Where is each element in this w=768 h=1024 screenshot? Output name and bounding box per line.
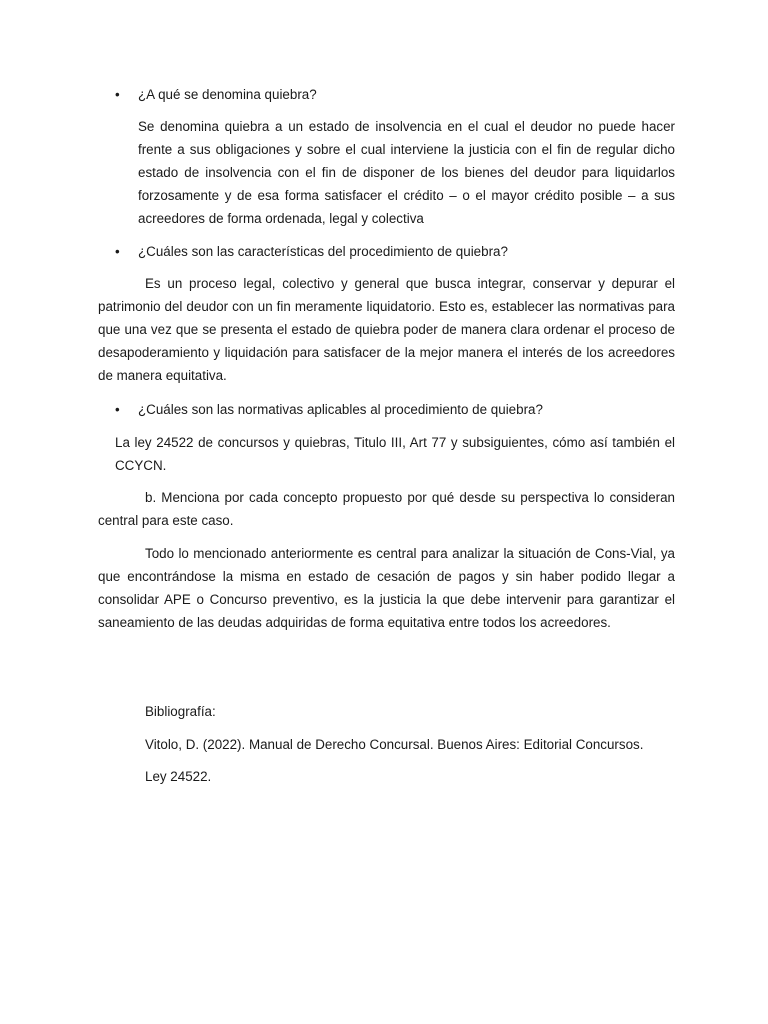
- question-text: ¿Cuáles son las normativas aplicables al procedimiento de quiebra?: [138, 402, 543, 417]
- bibliography-item: Vitolo, D. (2022). Manual de Derecho Concursal. Buenos Aires: Editorial Concursos.: [145, 737, 644, 752]
- bibliography-item: Ley 24522.: [145, 769, 212, 784]
- question-text: ¿Cuáles son las características del procedimiento de quiebra?: [138, 244, 508, 259]
- question-text: ¿A qué se denomina quiebra?: [138, 87, 317, 102]
- answer-paragraph-3: La ley 24522 de concursos y quiebras, Titulo III, Art 77 y subsiguientes, cómo así también el CCYCN.: [115, 435, 675, 473]
- answer-paragraph-1: Se denomina quiebra a un estado de insolvencia en el cual el deudor no puede hacer frente a sus obligaciones y sobre el cual interviene la justicia con el fin de regular dicho estado de insolvencia con el fin de disponer de los bienes del deudor para liquidarlos forzosamente y de esa forma satisfacer el crédito – o el mayor crédito posible – a sus acreedores de forma ordenada, legal y colectiva: [138, 119, 675, 226]
- section-b-question: b. Menciona por cada concepto propuesto por qué desde su perspectiva lo consideran central para este caso.: [98, 490, 675, 528]
- section-b-answer: Todo lo mencionado anteriormente es central para analizar la situación de Cons-Vial, ya que encontrándose la misma en estado de cesación de pagos y sin haber podido llegar a consolidar APE o Concurso preventivo, es la justicia la que debe intervenir para garantizar el saneamiento de las deudas adquiridas de forma equitativa entre todos los acreedores.: [98, 546, 675, 630]
- bullet-marker: •: [115, 87, 120, 102]
- bullet-marker: •: [115, 244, 120, 259]
- bullet-marker: •: [115, 402, 120, 417]
- answer-paragraph-2: Es un proceso legal, colectivo y general que busca integrar, conservar y depurar el patrimonio del deudor con un fin meramente liquidatorio. Esto es, establecer las normativas para que una vez que se presenta el estado de quiebra poder de manera clara ordenar el proceso de desapoderamiento y liquidación para satisfacer de la mejor manera el interés de los acreedores de manera equitativa.: [98, 276, 675, 383]
- bibliography-heading: Bibliografía:: [145, 704, 216, 719]
